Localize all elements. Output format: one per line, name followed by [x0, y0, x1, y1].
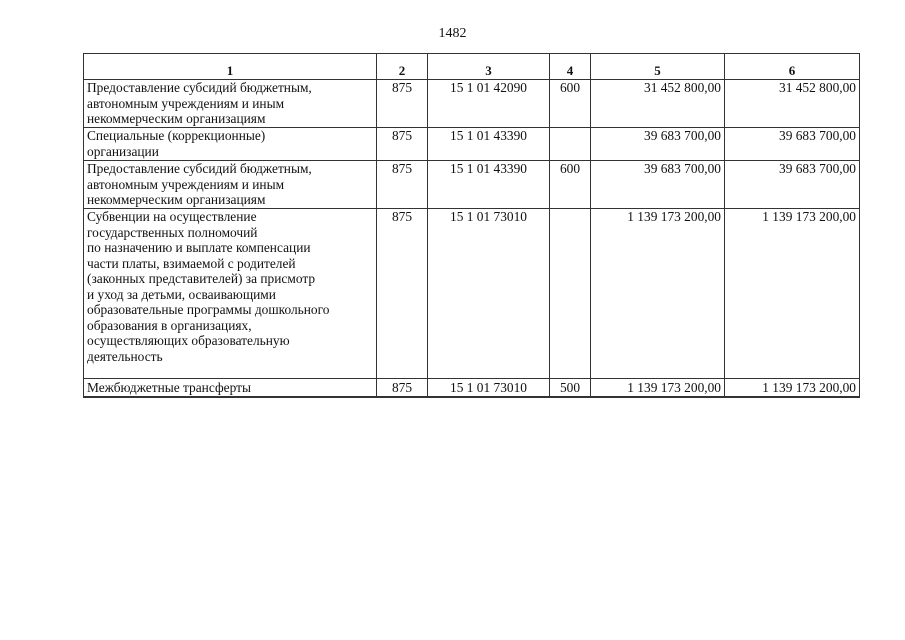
column-header-6: 6 [725, 54, 860, 80]
row-name-line: (законных представителей) за присмотр [87, 271, 316, 286]
row-name-line: Специальные (коррекционные) [87, 128, 266, 143]
amount-col5-cell: 1 139 173 200,00 [591, 209, 725, 379]
column-header-5: 5 [591, 54, 725, 80]
column-header-1: 1 [84, 54, 377, 80]
table-row [84, 209, 860, 379]
budget-table [83, 53, 860, 398]
column-header-4: 4 [550, 54, 591, 80]
target-article-cell: 15 1 01 73010 [428, 209, 550, 379]
ministry-code-cell: 875 [377, 80, 428, 128]
table-row [84, 128, 860, 161]
ministry-code-cell: 875 [377, 128, 428, 161]
row-name-line: Субвенции на осуществление [87, 209, 257, 224]
row-name-line: автономным учреждениям и иным [87, 176, 285, 192]
amount-col5-cell: 39 683 700,00 [591, 128, 725, 161]
row-name-cell [84, 379, 377, 398]
row-name-cell [84, 161, 377, 209]
expense-type-cell: 600 [550, 161, 591, 209]
target-article-cell: 15 1 01 43390 [428, 161, 550, 209]
row-name-line: некоммерческим организациям [87, 111, 266, 126]
row-name-line: части платы, взимаемой с родителей [87, 255, 296, 271]
expense-type-cell [550, 128, 591, 161]
row-name-cell [84, 209, 377, 379]
amount-col6-cell: 1 139 173 200,00 [725, 209, 860, 379]
row-name-line: Предоставление субсидий бюджетным, [87, 161, 312, 176]
target-article-cell: 15 1 01 73010 [428, 379, 550, 398]
ministry-code-cell: 875 [377, 161, 428, 209]
page-number: 1482 [438, 26, 467, 41]
row-name-line: образовательные программы дошкольного [87, 302, 330, 317]
expense-type-cell [550, 209, 591, 379]
row-name-cell [84, 128, 377, 161]
amount-col5-cell: 1 139 173 200,00 [591, 379, 725, 398]
ministry-code-cell: 875 [377, 379, 428, 398]
target-article-cell: 15 1 01 43390 [428, 128, 550, 161]
expense-type-cell: 600 [550, 80, 591, 128]
amount-col5-cell: 39 683 700,00 [591, 161, 725, 209]
expense-type-cell: 500 [550, 379, 591, 398]
amount-col5-cell: 31 452 800,00 [591, 80, 725, 128]
row-name-line: образования в организациях, [87, 317, 252, 333]
ministry-code-cell: 875 [377, 209, 428, 379]
row-name-line: осуществляющих образовательную [87, 333, 290, 348]
row-name-line: государственных полномочий [87, 224, 258, 240]
amount-col6-cell: 31 452 800,00 [725, 80, 860, 128]
amount-col6-cell: 39 683 700,00 [725, 128, 860, 161]
table-row [84, 379, 860, 398]
column-header-2: 2 [377, 54, 428, 80]
row-name-line: автономным учреждениям и иным [87, 95, 285, 111]
table-row [84, 161, 860, 209]
row-name-line: деятельность [87, 348, 163, 364]
target-article-cell: 15 1 01 42090 [428, 80, 550, 128]
row-name-line: Предоставление субсидий бюджетным, [87, 80, 312, 95]
row-name-line: по назначению и выплате компенсации [87, 240, 311, 255]
table-row [84, 80, 860, 128]
amount-col6-cell: 1 139 173 200,00 [725, 379, 860, 398]
row-name-line: организации [87, 143, 159, 159]
row-name-line: некоммерческим организациям [87, 192, 266, 207]
amount-col6-cell: 39 683 700,00 [725, 161, 860, 209]
table-header-row [84, 54, 860, 80]
row-name-line: Межбюджетные трансферты [87, 380, 251, 395]
row-name-cell [84, 80, 377, 128]
column-header-3: 3 [428, 54, 550, 80]
row-name-line: и уход за детьми, осваивающими [87, 286, 276, 302]
